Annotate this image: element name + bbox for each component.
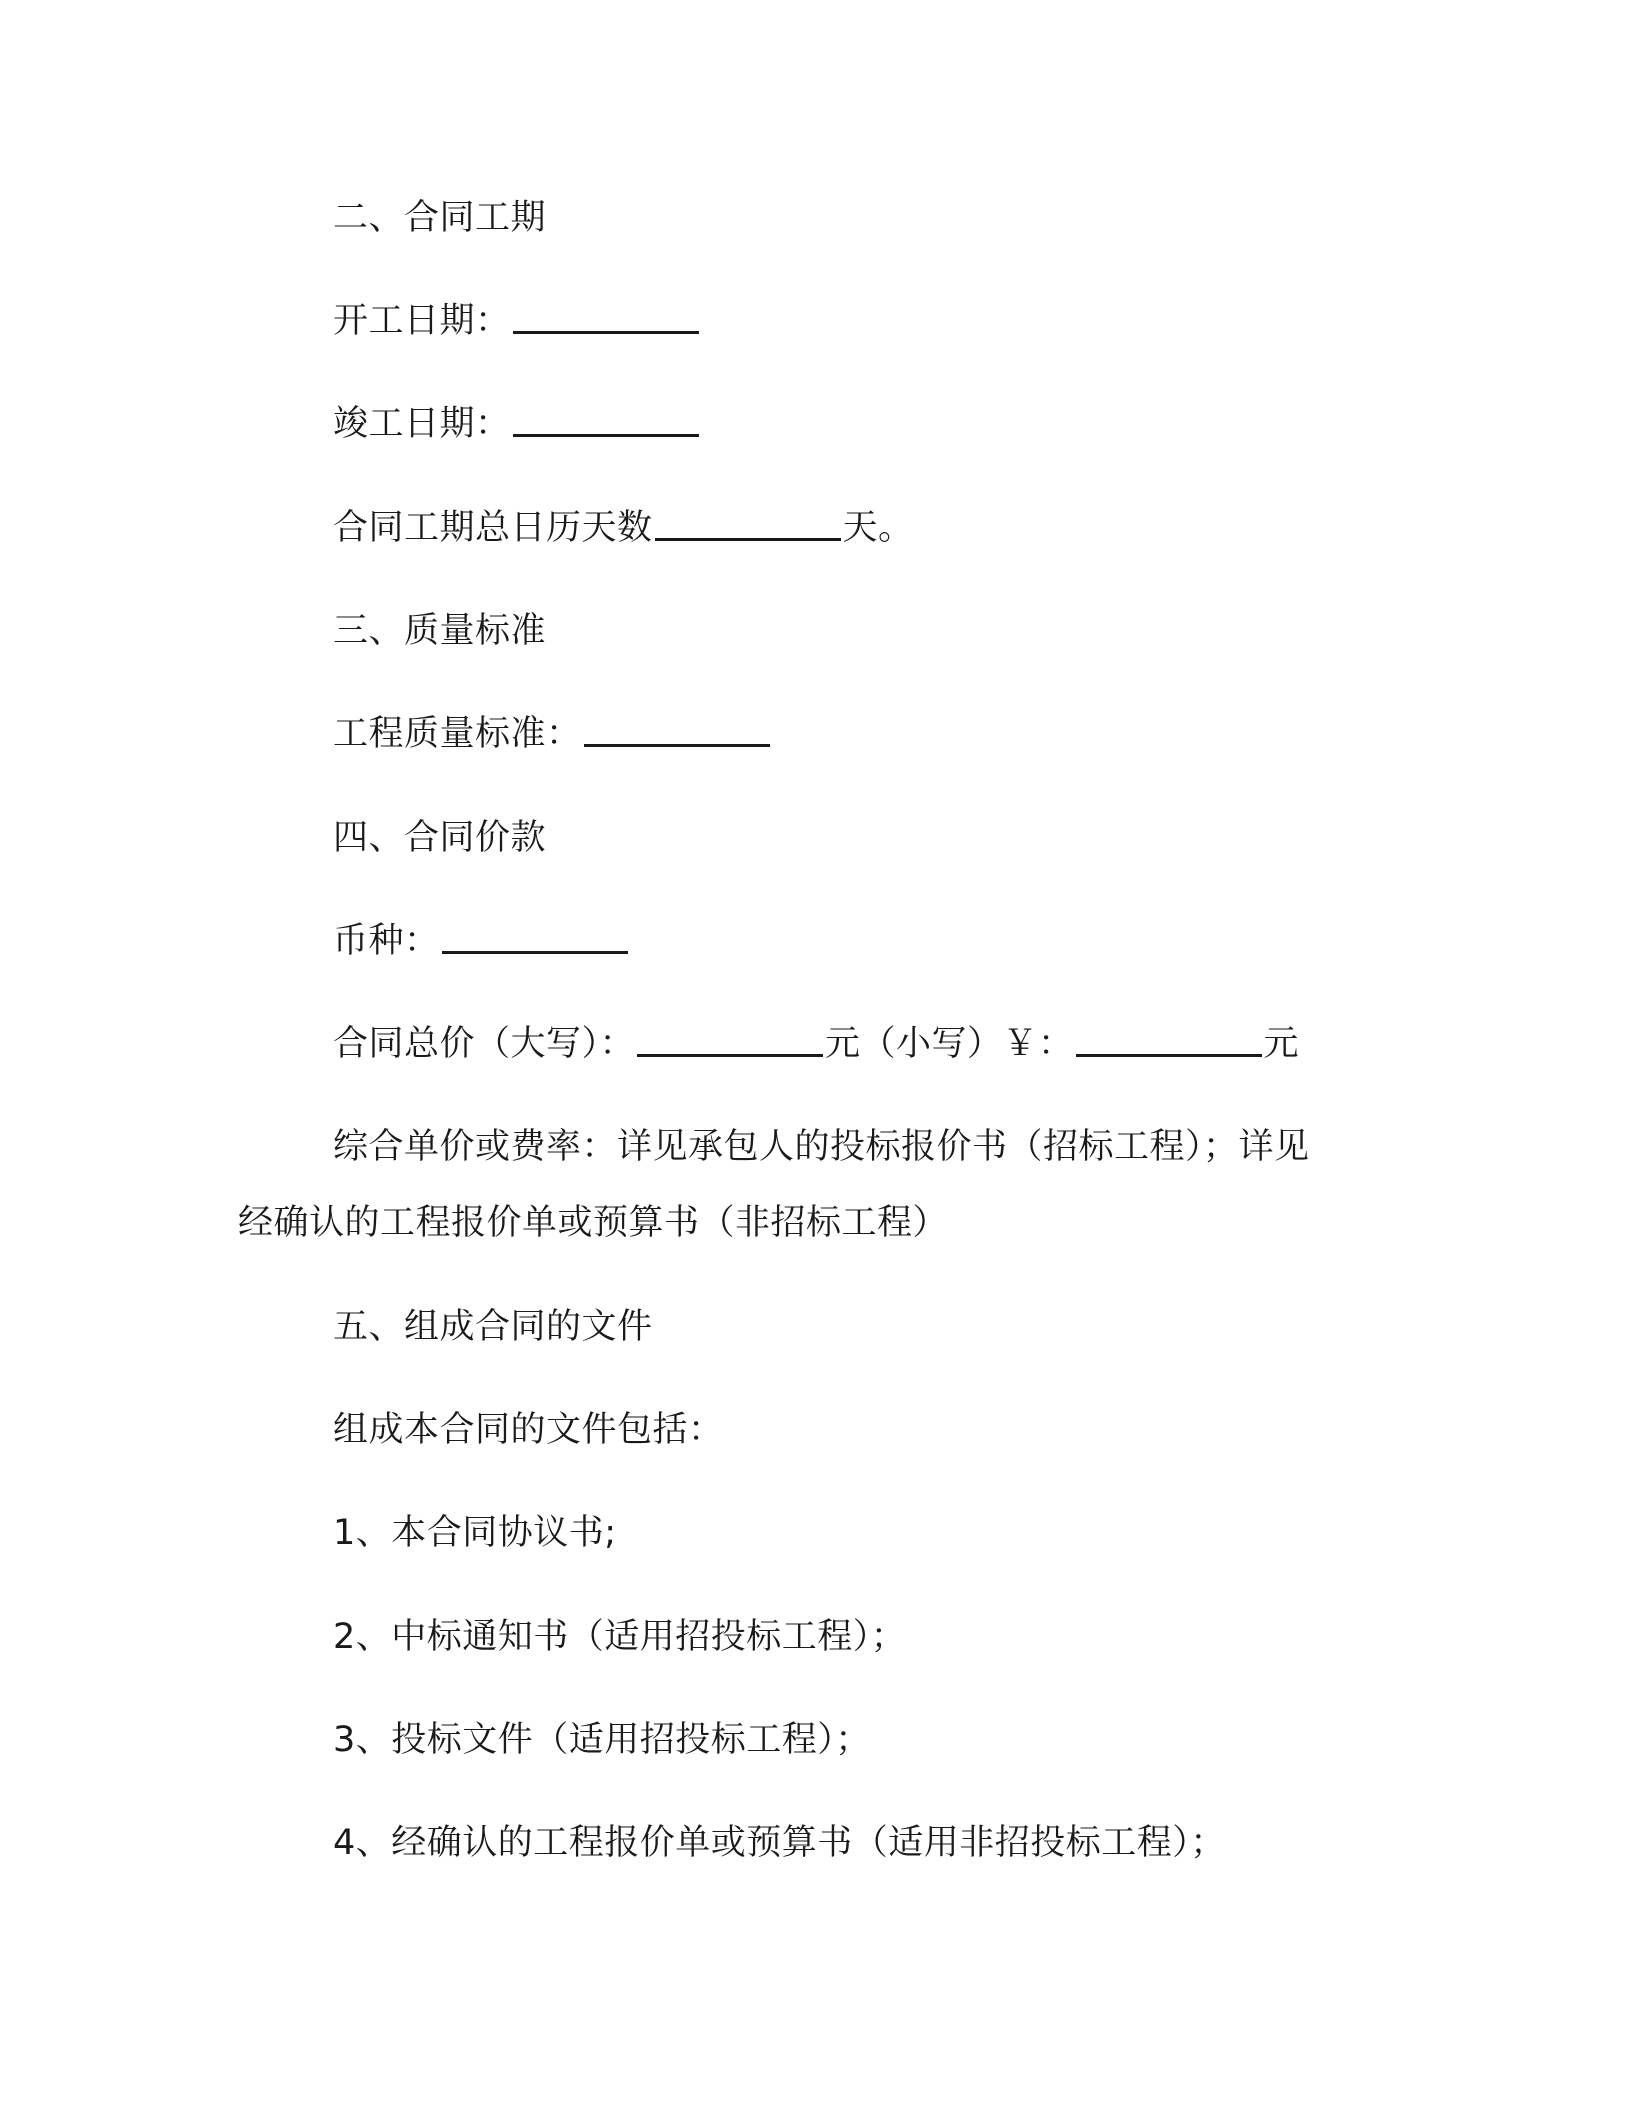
quality-blank[interactable] [584, 714, 770, 747]
start-date-line [333, 299, 701, 343]
section-2-heading [333, 196, 546, 240]
list-item: 1、本合同协议书; [333, 1513, 617, 1553]
docs-intro-line [333, 1408, 724, 1452]
section-3-heading [333, 609, 546, 653]
start-date-label: 开工日期： [333, 301, 511, 341]
duration-label: 合同工期总日历天数 [333, 508, 653, 548]
total-price-line [333, 1022, 1299, 1066]
price-mid-label: 元（小写）￥： [825, 1024, 1074, 1064]
list-item: 4、经确认的工程报价单或预算书（适用非招投标工程）； [333, 1823, 1226, 1863]
price-figures-blank[interactable] [1076, 1024, 1262, 1057]
currency-blank[interactable] [442, 921, 628, 954]
list-item: 2、中标通知书（适用招投标工程）； [333, 1617, 907, 1657]
docs-intro-text: 组成本合同的文件包括： [333, 1410, 724, 1450]
end-date-label: 竣工日期： [333, 404, 511, 444]
price-label: 合同总价（大写）： [333, 1024, 636, 1064]
currency-label: 币种： [333, 921, 440, 961]
start-date-blank[interactable] [513, 301, 699, 334]
heading-text: 五、组成合同的文件 [333, 1307, 653, 1347]
currency-line [333, 919, 630, 963]
unit-price-line-2 [238, 1201, 948, 1245]
doc-item-4 [333, 1821, 1226, 1865]
duration-line [333, 506, 914, 550]
unit-price-line-1 [333, 1125, 1310, 1169]
unit-price-text: 综合单价或费率：详见承包人的投标报价书（招标工程）；详见 [333, 1127, 1310, 1167]
unit-price-text: 经确认的工程报价单或预算书（非招标工程） [238, 1203, 949, 1243]
section-4-heading [333, 816, 546, 860]
duration-blank[interactable] [655, 508, 841, 541]
quality-line [333, 712, 772, 756]
section-5-heading [333, 1305, 653, 1349]
list-item: 3、投标文件（适用招投标工程）； [333, 1720, 871, 1760]
price-words-blank[interactable] [637, 1024, 823, 1057]
duration-unit: 天。 [842, 508, 914, 548]
end-date-line [333, 402, 701, 446]
end-date-blank[interactable] [513, 404, 699, 437]
doc-item-3 [333, 1718, 871, 1762]
doc-item-2 [333, 1615, 906, 1659]
quality-label: 工程质量标准： [333, 714, 582, 754]
heading-text: 三、质量标准 [333, 611, 547, 651]
heading-text: 二、合同工期 [333, 198, 547, 238]
doc-item-1 [333, 1511, 617, 1555]
price-unit: 元 [1263, 1024, 1300, 1064]
heading-text: 四、合同价款 [333, 818, 547, 858]
